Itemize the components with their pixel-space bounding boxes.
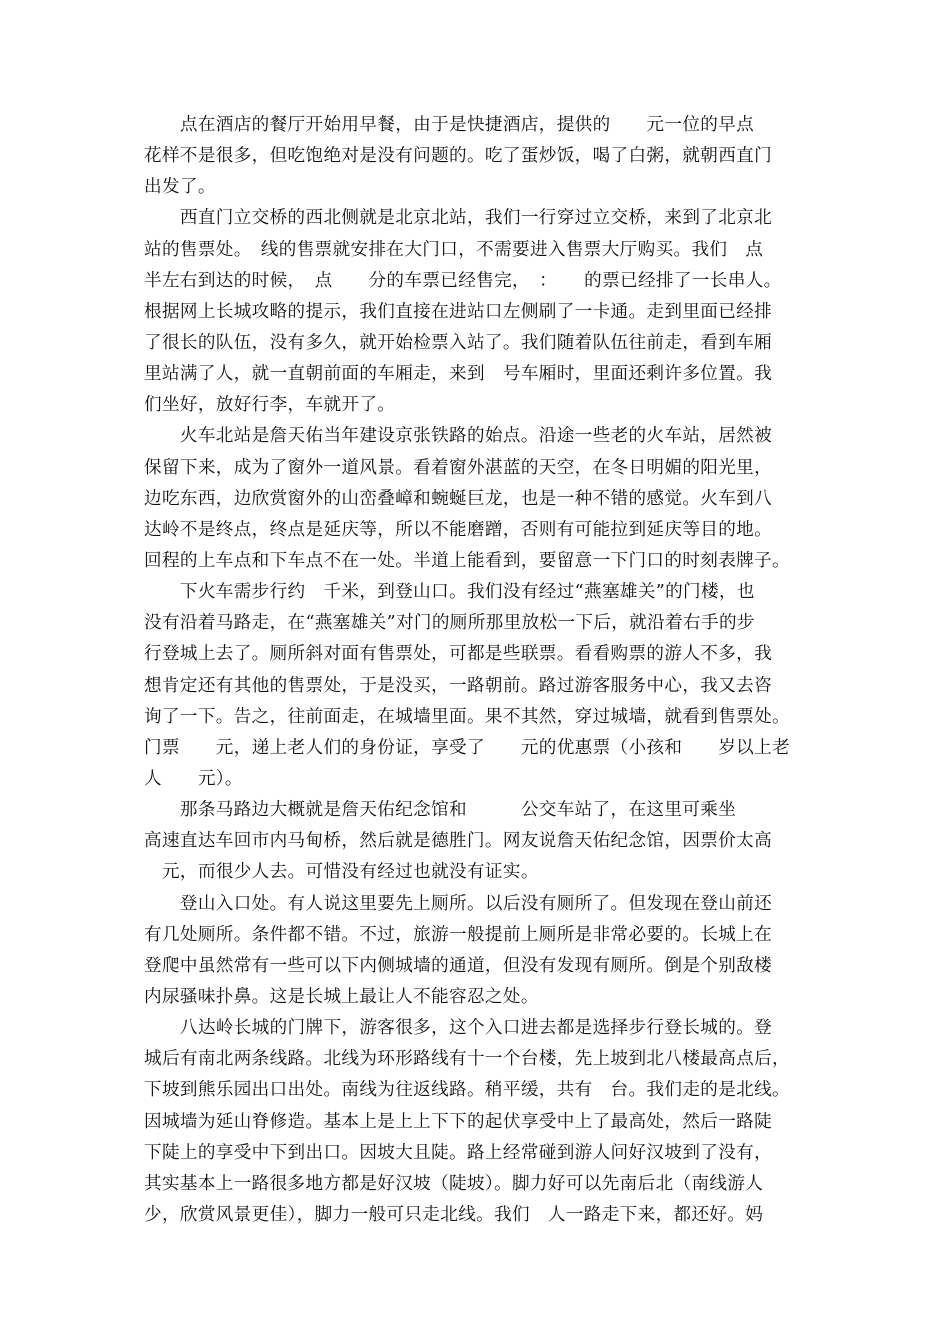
text-line: 下陡上的享受中下到出口。因坡大且陡。路上经常碰到游人问好汉坡到了没有， bbox=[144, 1142, 773, 1163]
text-line: 们坐好，放好行李，车就开了。 bbox=[144, 395, 396, 416]
text-line: 其实基本上一路很多地方都是好汉坡（陡坡）。脚力好可以先南后北（南线游人 bbox=[144, 1173, 764, 1194]
text-line: 询了一下。告之，往前面走，在城墙里面。果不其然，穿过城墙，就看到售票处。 bbox=[144, 706, 790, 727]
text-line: 八达岭长城的门牌下，游客很多，这个入口进去都是选择步行登长城的。登 bbox=[144, 1018, 773, 1039]
text-line: 边吃东西，边欣赏窗外的山峦叠嶂和蜿蜒巨龙，也是一种不错的感觉。火车到八 bbox=[144, 488, 773, 509]
text-line: 想肯定还有其他的售票处，于是没买，一路朝前。路过游客服务中心，我又去咨 bbox=[144, 675, 773, 696]
text-line: 下坡到熊乐园出口出处。南线为往返线路。稍平缓，共有 台。我们走的是北线。 bbox=[144, 1080, 790, 1101]
text-line: 花样不是很多，但吃饱绝对是没有问题的。吃了蛋炒饭，喝了白粥，就朝西直门 bbox=[144, 146, 773, 167]
text-line: 根据网上长城攻略的提示，我们直接在进站口左侧刷了一卡通。走到里面已经排 bbox=[144, 301, 773, 322]
text-line: 高速直达车回市内马甸桥，然后就是德胜门。网友说詹天佑纪念馆，因票价太高 bbox=[144, 831, 773, 852]
text-line: 火车北站是詹天佑当年建设京张铁路的始点。沿途一些老的火车站，居然被 bbox=[144, 426, 773, 447]
text-line: 里站满了人，就一直朝前面的车厢走，来到 号车厢时，里面还剩许多位置。我 bbox=[144, 364, 773, 385]
text-line: 了很长的队伍，没有多久，就开始检票入站了。我们随着队伍往前走，看到车厢 bbox=[144, 332, 773, 353]
text-line: 登爬中虽然常有一些可以下内侧城墙的通道，但没有发现有厕所。倒是个别敌楼 bbox=[144, 955, 773, 976]
text-line: 达岭不是终点，终点是延庆等，所以不能磨蹭，否则有可能拉到延庆等目的地。 bbox=[144, 519, 773, 540]
text-line: 那条马路边大概就是詹天佑纪念馆和 公交车站了，在这里可乘坐 bbox=[144, 800, 737, 821]
text-line: 内尿骚味扑鼻。这是长城上最让人不能容忍之处。 bbox=[144, 986, 539, 1007]
text-line: 下火车需步行约 千米，到登山口。我们没有经过“燕塞雄关”的门楼，也 bbox=[144, 582, 755, 603]
text-line: 有几处厕所。条件都不错。不过，旅游一般提前上厕所是非常必要的。长城上在 bbox=[144, 924, 773, 945]
text-line: 回程的上车点和下车点不在一处。半道上能看到，要留意一下门口的时刻表牌子。 bbox=[144, 550, 790, 571]
text-line: 半左右到达的时候， 点 分的车票已经售完， ： 的票已经排了一长串人。 bbox=[144, 270, 782, 291]
text-line: 门票 元，递上老人们的身份证，享受了 元的优惠票（小孩和 岁以上老 bbox=[144, 737, 790, 758]
text-line: 出发了。 bbox=[144, 177, 216, 198]
text-line: 少，欣赏风景更佳），脚力一般可只走北线。我们 人一路走下来，都还好。妈 bbox=[144, 1204, 764, 1225]
text-line: 因城墙为延山脊修造。基本上是上上下下的起伏享受中上了最高处，然后一路陡 bbox=[144, 1111, 773, 1132]
text-line: 元，而很少人去。可惜没有经过也就没有证实。 bbox=[144, 862, 539, 883]
text-line: 人 元）。 bbox=[144, 768, 243, 789]
text-line: 没有沿着马路走，在“燕塞雄关”对门的厕所那里放松一下后，就沿着右手的步 bbox=[144, 613, 755, 634]
text-line: 点在酒店的餐厅开始用早餐，由于是快捷酒店，提供的 元一位的早点 bbox=[144, 115, 755, 135]
text-line: 登山入口处。有人说这里要先上厕所。以后没有厕所了。但发现在登山前还 bbox=[144, 893, 773, 914]
text-line: 站的售票处。 线的售票就安排在大门口，不需要进入售票大厅购买。我们 点 bbox=[144, 239, 764, 260]
text-line: 保留下来，成为了窗外一道风景。看着窗外湛蓝的天空，在冬日明媚的阳光里， bbox=[144, 457, 773, 478]
body-text bbox=[144, 110, 816, 1231]
text-line: 行登城上去了。厕所斜对面有售票处，可都是些联票。看看购票的游人不多，我 bbox=[144, 644, 773, 665]
text-line: 西直门立交桥的西北侧就是北京北站，我们一行穿过立交桥，来到了北京北 bbox=[144, 208, 773, 229]
text-line: 城后有南北两条线路。北线为环形路线有十一个台楼，先上坡到北八楼最高点后， bbox=[144, 1049, 790, 1070]
